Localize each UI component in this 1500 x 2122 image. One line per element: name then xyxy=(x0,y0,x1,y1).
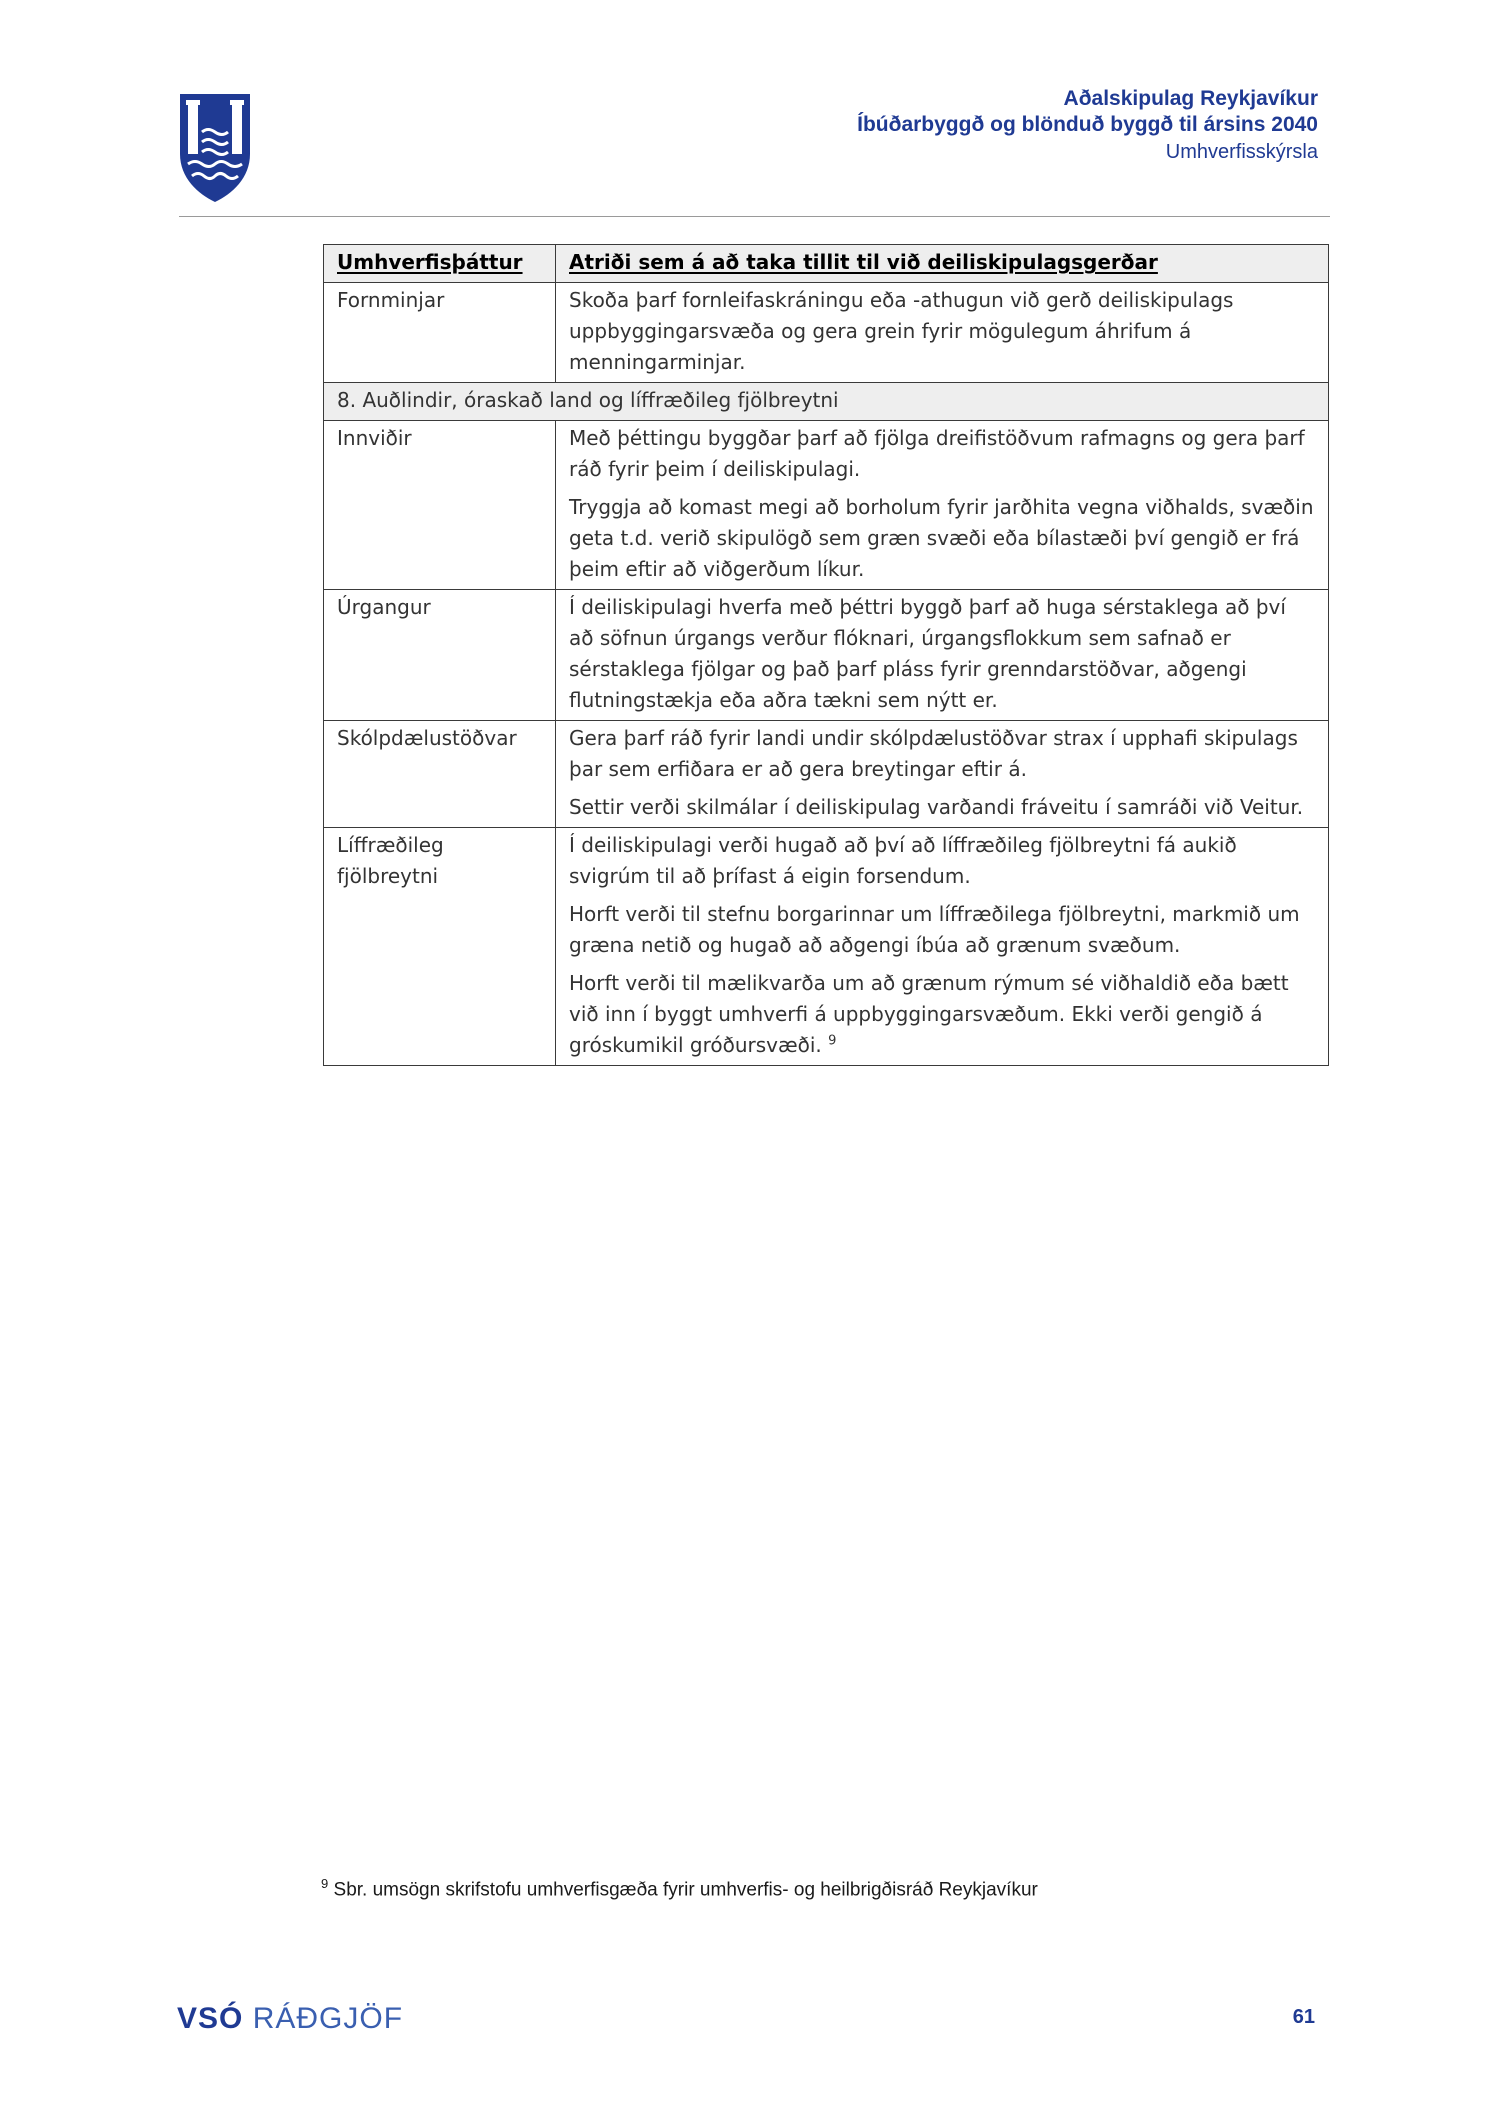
footnote-marker: 9 xyxy=(321,1876,329,1891)
section-heading-row xyxy=(324,383,1329,421)
consideration-paragraph xyxy=(569,423,1316,485)
consideration-paragraph xyxy=(569,492,1316,585)
considerations-cell xyxy=(556,421,1329,590)
factor-cell: Innviðir xyxy=(324,421,556,590)
consideration-paragraph xyxy=(569,830,1316,892)
table-row xyxy=(324,421,1329,590)
consideration-text: Í deiliskipulagi hverfa með þéttri byggð þarf að huga sérstaklega að því að söfnun úrgangs verður flóknari, úrgangsflokkum sem safnað er sérstaklega fjölgar og það þarf pláss fyrir grenndarstöðvar, aðgengi flutningstækja eða aðra tækni sem nýtt er. xyxy=(569,595,1286,712)
consideration-paragraph xyxy=(569,592,1316,716)
table-row xyxy=(324,828,1329,1066)
table-row xyxy=(324,283,1329,383)
factor-cell: Fornminjar xyxy=(324,283,556,383)
document-header xyxy=(857,86,1318,166)
footnote xyxy=(321,1876,1038,1901)
considerations-cell xyxy=(556,721,1329,828)
consideration-text: Horft verði til mælikvarða um að grænum rýmum sé viðhaldið eða bætt við inn í byggt umhverfi á uppbyggingarsvæðum. Ekki verði gengið á gróskumikil gróðursvæði. xyxy=(569,971,1289,1057)
considerations-cell xyxy=(556,283,1329,383)
consideration-text: Horft verði til stefnu borgarinnar um líffræðilega fjölbreytni, markmið um græna netið og hugað að aðgengi íbúa að grænum svæðum. xyxy=(569,902,1300,957)
environment-factors-table xyxy=(323,244,1329,1066)
considerations-cell xyxy=(556,828,1329,1066)
consideration-text: Í deiliskipulagi verði hugað að því að líffræðileg fjölbreytni fá aukið svigrúm til að þrífast á eigin forsendum. xyxy=(569,833,1237,888)
header-title: Aðalskipulag Reykjavíkur xyxy=(1063,87,1318,110)
consideration-text: Með þéttingu byggðar þarf að fjölga dreifistöðvum rafmagns og gera þarf ráð fyrir þeim í deiliskipulagi. xyxy=(569,426,1305,481)
footnote-reference: 9 xyxy=(828,1033,837,1049)
consideration-text: Skoða þarf fornleifaskráningu eða -athugun við gerð deiliskipulags uppbyggingarsvæða og gera grein fyrir mögulegum áhrifum á menningarminjar. xyxy=(569,288,1234,374)
considerations-cell xyxy=(556,590,1329,721)
brand-light: RÁÐGJÖF xyxy=(252,2002,404,2035)
consideration-paragraph xyxy=(569,792,1316,823)
consideration-paragraph xyxy=(569,968,1316,1061)
table-row xyxy=(324,590,1329,721)
consideration-paragraph xyxy=(569,723,1316,785)
factor-cell: Líffræðileg fjölbreytni xyxy=(324,828,556,1066)
factor-cell: Úrgangur xyxy=(324,590,556,721)
vso-radgjof-logo xyxy=(177,2002,403,2036)
consideration-text: Settir verði skilmálar í deiliskipulag varðandi fráveitu í samráði við Veitur. xyxy=(569,795,1304,819)
table-header-row xyxy=(324,245,1329,283)
header-report-type: Umhverfisskýrsla xyxy=(1165,141,1318,163)
consideration-paragraph xyxy=(569,285,1316,378)
section-heading: 8. Auðlindir, óraskað land og líffræðileg fjölbreytni xyxy=(324,383,1329,421)
table-row xyxy=(324,721,1329,828)
page-number: 61 xyxy=(1292,2006,1315,2028)
factor-cell: Skólpdælustöðvar xyxy=(324,721,556,828)
reykjavik-crest-logo xyxy=(178,92,252,204)
consideration-text: Gera þarf ráð fyrir landi undir skólpdælustöðvar strax í upphafi skipulags þar sem erfiðara er að gera breytingar eftir á. xyxy=(569,726,1298,781)
header-subtitle: Íbúðarbyggð og blönduð byggð til ársins 2040 xyxy=(857,113,1318,136)
consideration-text: Tryggja að komast megi að borholum fyrir jarðhita vegna viðhalds, svæðin geta t.d. verið skipulögð sem græn svæði eða bílastæði því gengið er frá þeim eftir að viðgerðum líkur. xyxy=(569,495,1314,581)
consideration-paragraph xyxy=(569,899,1316,961)
footnote-text: Sbr. umsögn skrifstofu umhverfisgæða fyrir umhverfis- og heilbrigðisráð Reykjavíkur xyxy=(333,1879,1038,1901)
header-divider xyxy=(179,216,1330,217)
brand-bold: VSÓ xyxy=(177,2002,244,2035)
column-header-considerations: Atriði sem á að taka tillit til við deiliskipulagsgerðar xyxy=(556,245,1329,283)
column-header-factor: Umhverfisþáttur xyxy=(324,245,556,283)
